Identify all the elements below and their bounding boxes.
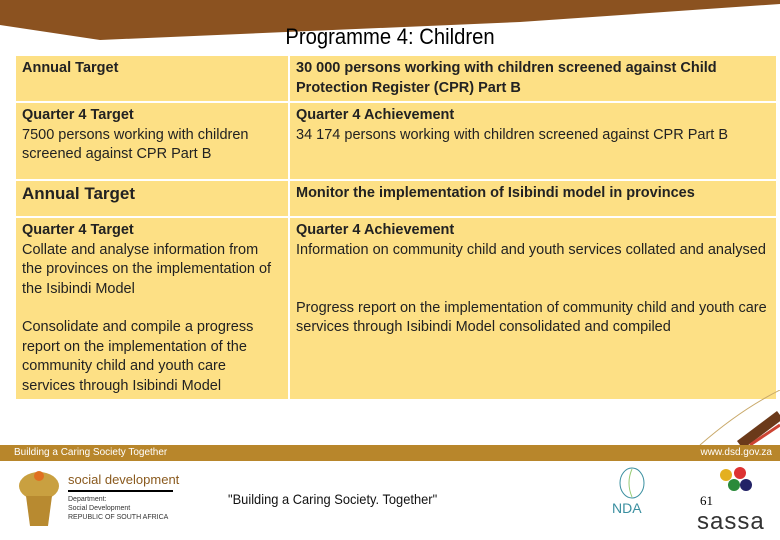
cell-text: Consolidate and compile a progress report on the implementation of the community child and youth care services through Isibindi Model (22, 319, 254, 394)
cell-text: 7500 persons working with children screened against CPR Part B (22, 126, 249, 162)
table-row (16, 181, 776, 216)
cell (16, 218, 288, 399)
cell (290, 103, 776, 179)
page-number: 61 (700, 493, 713, 508)
cell-title: Quarter 4 Achievement (296, 222, 455, 238)
website-link[interactable]: www.dsd.gov.za (700, 447, 772, 458)
slogan: Building a Caring Society Together (14, 447, 168, 458)
cell-title: Quarter 4 Target (22, 107, 134, 123)
cell (290, 218, 776, 399)
dept-name: social development (68, 472, 180, 487)
sassa-label: sassa (697, 508, 765, 535)
dept-line: Social Development (68, 505, 131, 512)
sassa-hands-icon (716, 466, 756, 494)
dept-line: REPUBLIC OF SOUTH AFRICA (68, 514, 169, 521)
coat-of-arms-icon (14, 466, 64, 532)
cell: 30 000 persons working with children screened against Child Protection Register (CPR) Part B (290, 56, 776, 101)
cell: Annual Target (16, 181, 288, 216)
beadwork-decoration (680, 390, 780, 445)
cell: Monitor the implementation of Isibindi model in provinces (290, 181, 776, 216)
targets-table (16, 56, 776, 401)
cell-title: Quarter 4 Target (22, 222, 134, 238)
cell: Annual Target (16, 56, 288, 101)
nda-logo-icon (612, 466, 652, 500)
cell (16, 103, 288, 179)
table-row (16, 103, 776, 179)
table-row (16, 56, 776, 101)
page-title: Programme 4: Children (285, 24, 495, 49)
footer-bar (0, 445, 780, 461)
cell-title: Quarter 4 Achievement (296, 107, 455, 123)
table-row (16, 218, 776, 399)
cell-text: Progress report on the implementation of community child and youth care services through Isibindi Model consolidated and compiled (296, 299, 767, 335)
cell-text: Collate and analyse information from the provinces on the implementation of the Isibindi Model (22, 241, 272, 297)
nda-label: NDA (612, 500, 642, 516)
cell-text: Information on community child and youth services collated and analysed (296, 241, 766, 258)
dept-line: Department: (68, 496, 107, 503)
footer-quote: "Building a Caring Society. Together" (228, 491, 438, 507)
cell-text: 34 174 persons working with children screened against CPR Part B (296, 126, 729, 143)
dsd-logo (68, 472, 179, 522)
